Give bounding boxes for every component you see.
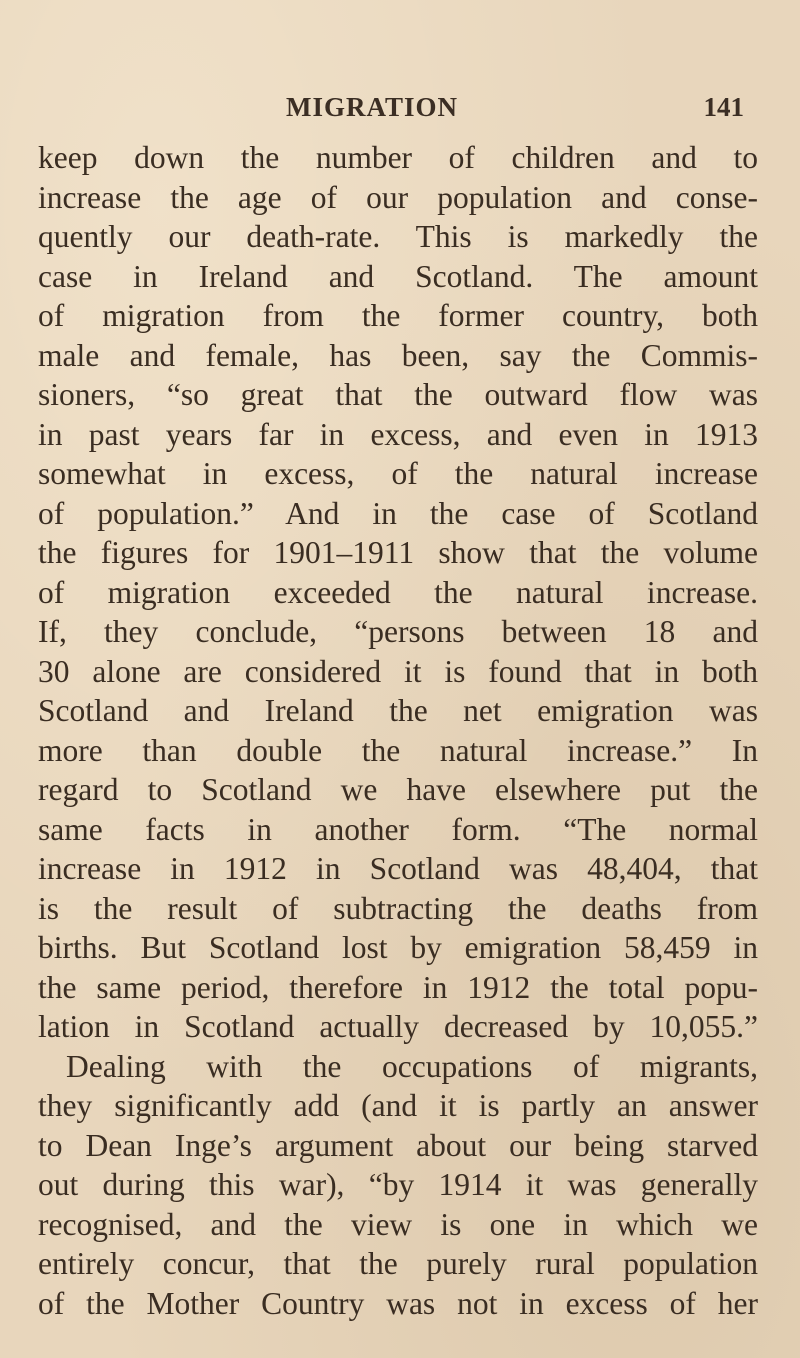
text-line: same facts in another form. “The normal: [38, 811, 758, 847]
text-line: entirely concur, that the purely rural population: [38, 1246, 758, 1281]
text-line: 30 alone are considered it is found that in both: [38, 653, 758, 689]
text-line: regard to Scotland we have elsewhere put the: [38, 772, 758, 807]
text-line: keep down the number of children and to: [38, 140, 758, 175]
text-line: If, they conclude, “persons between 18 and: [38, 614, 758, 649]
text-line: of the Mother Country was not in excess of her: [38, 1285, 758, 1321]
text-line: to Dean Inge’s argument about our being starved: [38, 1127, 758, 1163]
text-line: sioners, “so great that the outward flow was: [38, 377, 758, 412]
text-line: Scotland and Ireland the net emigration was: [38, 693, 758, 728]
text-line: the same period, therefore in 1912 the total popu-: [38, 969, 758, 1005]
text-line: they significantly add (and it is partly an answer: [38, 1088, 758, 1123]
text-line: in past years far in excess, and even in 1913: [38, 416, 758, 452]
text-line: is the result of subtracting the deaths from: [38, 890, 758, 926]
running-head: [38, 88, 758, 128]
text-line: lation in Scotland actually decreased by 10,055.”: [38, 1009, 758, 1044]
running-title: MIGRATION: [286, 92, 459, 122]
paragraph-start-line: Dealing with the occupations of migrants,: [66, 1048, 758, 1084]
text-line: increase in 1912 in Scotland was 48,404, that: [38, 851, 758, 886]
text-line: somewhat in excess, of the natural increase: [38, 456, 758, 491]
text-line: of migration from the former country, both: [38, 298, 758, 333]
text-line: increase the age of our population and conse-: [38, 179, 758, 215]
text-line: of population.” And in the case of Scotland: [38, 495, 758, 531]
text-line: births. But Scotland lost by emigration 58,459 in: [38, 930, 758, 965]
text-line: out during this war), “by 1914 it was generally: [38, 1167, 758, 1202]
body-text: [38, 138, 758, 1323]
text-line: of migration exceeded the natural increase.: [38, 574, 758, 610]
text-line: quently our death-rate. This is markedly the: [38, 219, 758, 254]
text-line: recognised, and the view is one in which we: [38, 1206, 758, 1242]
page-number: 141: [703, 92, 744, 122]
text-line: case in Ireland and Scotland. The amount: [38, 258, 758, 294]
text-line: more than double the natural increase.” In: [38, 732, 758, 768]
text-line: the figures for 1901–1911 show that the volume: [38, 535, 758, 570]
text-line: male and female, has been, say the Commis-: [38, 337, 758, 373]
